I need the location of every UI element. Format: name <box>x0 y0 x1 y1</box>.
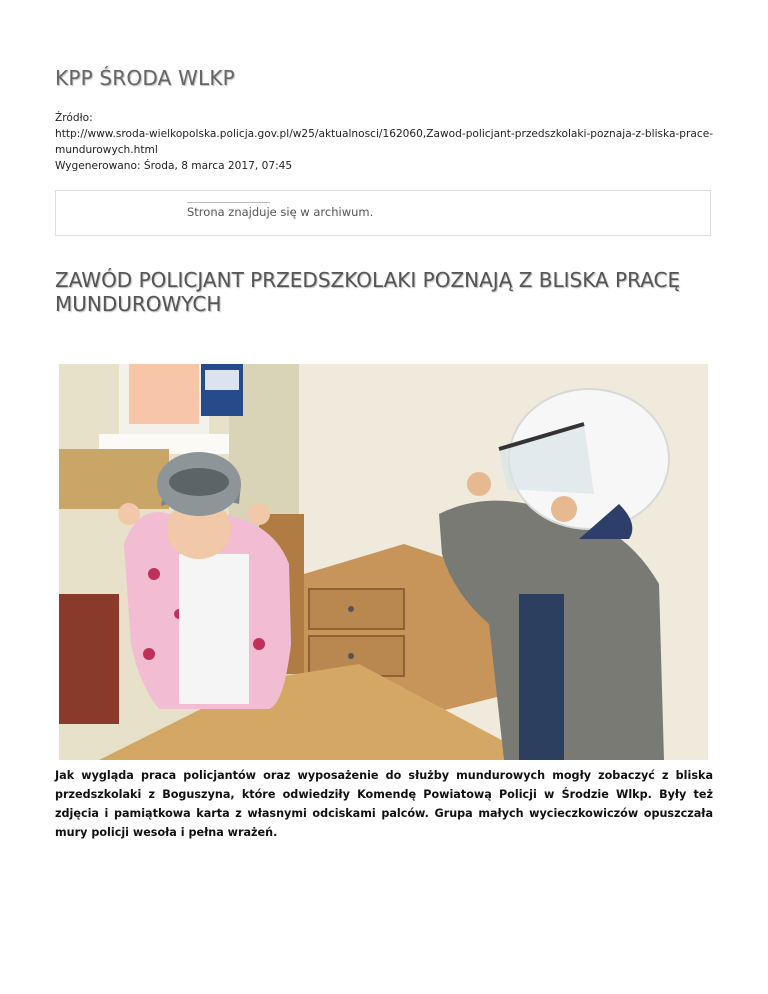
article-photo <box>59 364 708 760</box>
article-lead: Jak wygląda praca policjantów oraz wyposażenie do służby mundurowych mogły zobaczyć z bliska przedszkolaki z Boguszyna, które odwiedziły Komendę Powiatową Policji w Środzie Wlkp. Były też zdjęcia i pamiątkowa karta z własnymi odciskami palców. Grupa małych wycieczkowiczów opuszczała mury policji wesoła i pełna wrażeń. <box>55 769 713 839</box>
source-url: http://www.sroda-wielkopolska.policja.gov.pl/w25/aktualnosci/162060,Zawod-policjant-przedszkolaki-poznaja-z-bliska-prace-mundurowych.html <box>55 128 714 156</box>
site-title: KPP ŚRODA WLKP <box>55 66 235 90</box>
archive-notice: Strona znajduje się w archiwum. <box>187 205 374 219</box>
document-meta <box>55 110 715 174</box>
article-title: ZAWÓD POLICJANT PRZEDSZKOLAKI POZNAJĄ Z BLISKA PRACĘ MUNDUROWYCH <box>55 268 681 316</box>
generated-date: Wygenerowano: Środa, 8 marca 2017, 07:45 <box>55 160 293 172</box>
archive-notice-box <box>55 190 711 236</box>
archive-divider <box>187 202 270 203</box>
source-label: Źródło: <box>55 112 93 124</box>
